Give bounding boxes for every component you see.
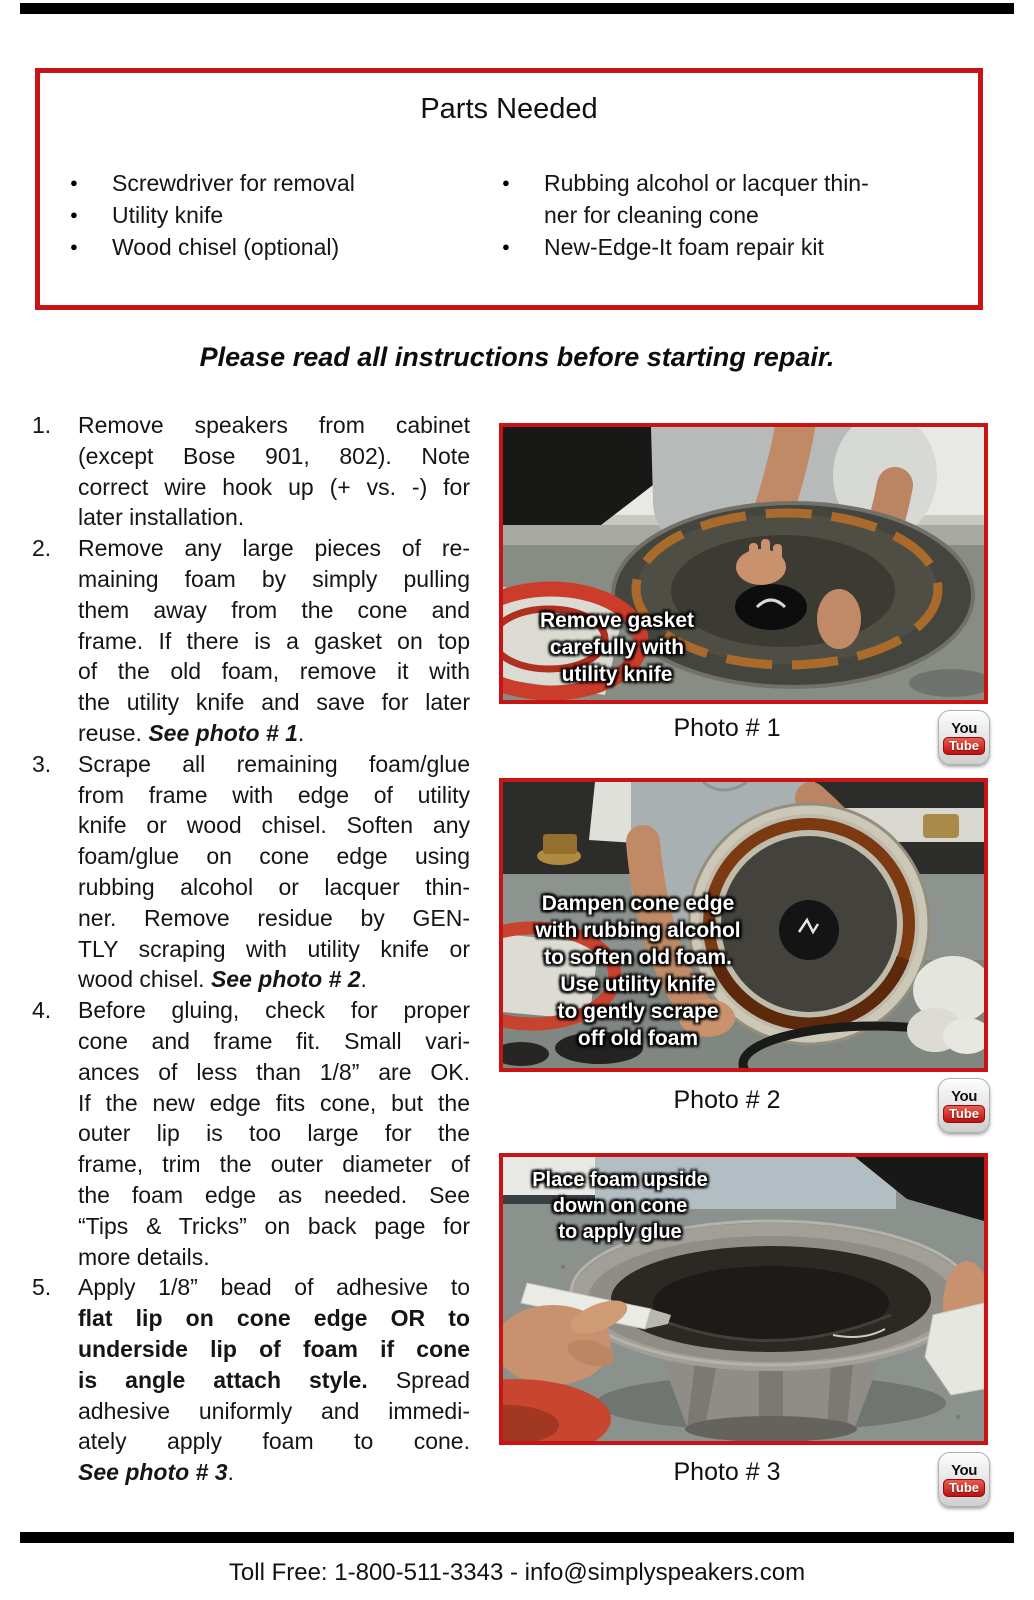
dust-cap xyxy=(779,900,839,960)
parts-item xyxy=(70,167,502,199)
step-line: is angle attach style. Spread xyxy=(78,1366,470,1393)
parts-item xyxy=(70,199,502,231)
step-line: cone and frame fit. Small vari- xyxy=(78,1027,470,1054)
instructions-list xyxy=(32,410,472,1488)
step-text xyxy=(78,410,470,533)
youtube-icon-text: You xyxy=(951,719,977,737)
photo-1-caption: Photo # 1 xyxy=(673,714,781,742)
parts-item-label: Wood chisel (optional) xyxy=(112,234,340,260)
step-line: frame, trim the outer diameter of xyxy=(78,1151,470,1178)
youtube-icon[interactable]: You Tube xyxy=(938,710,990,765)
step-line: ately apply foam to cone. xyxy=(78,1428,470,1455)
parts-columns xyxy=(40,167,978,263)
step-line: Apply 1/8” bead of adhesive to xyxy=(78,1274,470,1301)
parts-needed-title: Parts Needed xyxy=(420,93,598,125)
step-number: 5. xyxy=(32,1274,52,1301)
top-divider-bar xyxy=(20,3,1014,14)
step-line: (except Bose 901, 802). Note xyxy=(78,442,470,469)
step-line: correct wire hook up (+ vs. -) for xyxy=(78,473,470,500)
step-text xyxy=(78,749,470,995)
bullet-icon: ● xyxy=(70,207,78,222)
photo-2-overlay-caption: Dampen cone edge with rubbing alcohol to soften old foam. Use utility knife to gently scrape off old foam xyxy=(535,892,741,1050)
step-line: ner. Remove residue by GEN- xyxy=(78,904,470,931)
step-line: flat lip on cone edge OR to xyxy=(78,1305,470,1332)
step-line: frame. If there is a gasket on top xyxy=(78,627,470,654)
bullet-icon: ● xyxy=(70,239,78,254)
step-line: from frame with edge of utility xyxy=(78,781,470,808)
step-item xyxy=(32,410,472,533)
photo-3 xyxy=(499,1153,988,1445)
step-line: If the new edge fits cone, but the xyxy=(78,1089,470,1116)
parts-item-label: Rubbing alcohol or lacquer thin- ner for cleaning cone xyxy=(544,170,869,228)
parts-needed-box xyxy=(35,68,983,310)
magnet xyxy=(685,1416,857,1441)
step-line: Remove speakers from cabinet xyxy=(78,412,470,438)
brass-part xyxy=(923,814,959,838)
step-item xyxy=(32,1272,472,1488)
hand xyxy=(817,589,861,649)
parts-item xyxy=(502,231,978,263)
step-line: ances of less than 1/8” are OK. xyxy=(78,1058,470,1085)
photo-3-caption: Photo # 3 xyxy=(673,1458,781,1486)
step-line: outer lip is too large for the xyxy=(78,1120,470,1147)
instructions-heading: Please read all instructions before starting repair. xyxy=(199,342,835,372)
parts-item xyxy=(502,167,978,231)
step-line: Remove any large pieces of re- xyxy=(78,535,470,562)
step-line: wood chisel. See photo # 2. xyxy=(78,966,367,993)
parts-item xyxy=(70,231,502,263)
step-line: foam/glue on cone edge using xyxy=(78,843,470,870)
step-line: Scrape all remaining foam/glue xyxy=(78,750,470,777)
step-line: of the old foam, remove it with xyxy=(78,658,470,685)
dust-cap xyxy=(735,584,807,630)
step-number: 3. xyxy=(32,750,52,777)
step-text xyxy=(78,1272,470,1488)
step-line: Before gluing, check for proper xyxy=(78,997,470,1024)
step-number: 2. xyxy=(32,535,52,562)
step-line: reuse. See photo # 1. xyxy=(78,719,305,746)
step-line: them away from the cone and xyxy=(78,596,470,623)
footer-contact: Toll Free: 1-800-511-3343 - info@simplyspeakers.com xyxy=(228,1559,806,1586)
photo-2-caption: Photo # 2 xyxy=(673,1086,781,1114)
step-line: the utility knife and save for later xyxy=(78,689,470,716)
bullet-icon: ● xyxy=(502,175,510,190)
step-line: knife or wood chisel. Soften any xyxy=(78,812,470,839)
step-number: 4. xyxy=(32,997,52,1024)
step-line: underside lip of foam if cone xyxy=(78,1335,470,1362)
step-item xyxy=(32,533,472,749)
step-text xyxy=(78,995,470,1272)
parts-list-left xyxy=(70,167,502,263)
step-line: more details. xyxy=(78,1243,210,1270)
step-line: “Tips & Tricks” on back page for xyxy=(78,1212,470,1239)
step-line: rubbing alcohol or lacquer thin- xyxy=(78,873,470,900)
photo-2 xyxy=(499,778,988,1072)
parts-item-label: Utility knife xyxy=(112,202,224,228)
step-number: 1. xyxy=(32,412,52,438)
step-line: the foam edge as needed. See xyxy=(78,1181,470,1208)
step-line: adhesive uniformly and immedi- xyxy=(78,1397,470,1424)
youtube-icon[interactable]: You Tube xyxy=(938,1078,990,1133)
photo-3-overlay-caption: Place foam upside down on cone to apply glue xyxy=(532,1169,708,1243)
step-line: later installation. xyxy=(78,504,245,531)
step-line: maining foam by simply pulling xyxy=(78,565,470,592)
bottom-divider-bar xyxy=(20,1532,1014,1543)
parts-item-label: Screwdriver for removal xyxy=(112,170,355,196)
photo-1-overlay-caption: Remove gasket carefully with utility knife xyxy=(539,609,695,686)
parts-list-right xyxy=(502,167,978,263)
photo-1 xyxy=(499,423,988,704)
step-line: TLY scraping with utility knife or xyxy=(78,935,470,962)
step-line: See photo # 3. xyxy=(78,1459,234,1486)
bullet-icon: ● xyxy=(502,239,510,254)
step-item xyxy=(32,995,472,1272)
step-text xyxy=(78,533,470,749)
youtube-icon[interactable]: You Tube xyxy=(938,1452,990,1507)
step-item xyxy=(32,749,472,995)
bullet-icon: ● xyxy=(70,175,78,190)
parts-item-label: New-Edge-It foam repair kit xyxy=(544,234,824,260)
